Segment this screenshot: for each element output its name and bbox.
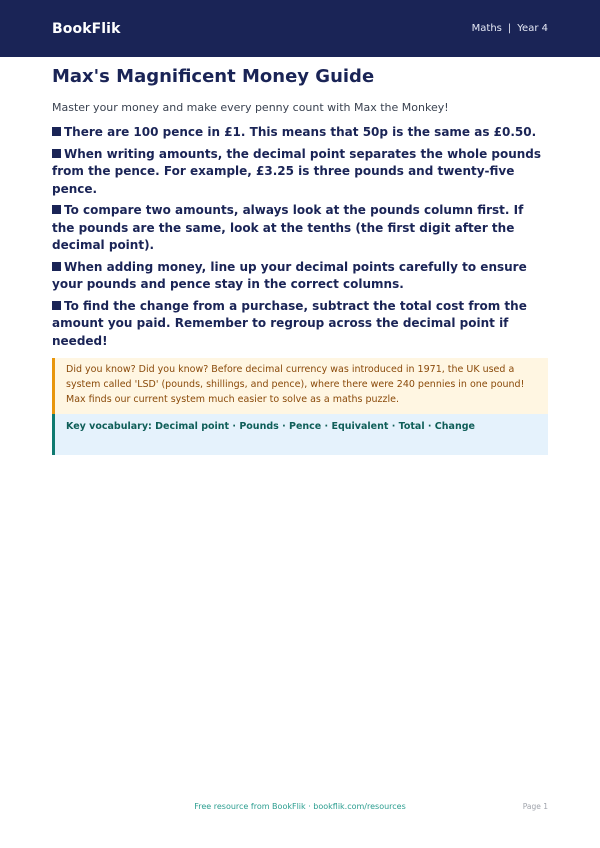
key-point [52, 202, 548, 255]
square-bullet-icon [52, 149, 61, 158]
main-content [52, 65, 548, 455]
key-point-text: To find the change from a purchase, subtract the total cost from the amount you paid. Remember to regroup across the decimal point if needed! [52, 298, 527, 348]
key-point-text: When adding money, line up your decimal points carefully to ensure your pounds and pence stay in the correct columns. [52, 259, 527, 291]
key-points-list [52, 124, 548, 350]
footer-resource-link[interactable]: Free resource from BookFlik · bookflik.com/resources [194, 802, 406, 811]
key-point [52, 298, 548, 351]
page-number: Page 1 [522, 802, 548, 811]
square-bullet-icon [52, 205, 61, 214]
square-bullet-icon [52, 127, 61, 136]
square-bullet-icon [52, 262, 61, 271]
meta-separator: | [507, 23, 512, 34]
subject-label: Maths [471, 23, 502, 34]
key-point [52, 259, 548, 294]
brand-logo[interactable]: BookFlik [52, 20, 121, 37]
key-vocabulary-box: Key vocabulary: Decimal point · Pounds · Pence · Equivalent · Total · Change [52, 414, 548, 455]
did-you-know-callout: Did you know? Did you know? Before decimal currency was introduced in 1971, the UK used a system called 'LSD' (pounds, shillings, and pence), where there were 240 pennies in one pound! Max finds our current system much easier to solve as a maths puzzle. [52, 358, 548, 414]
year-label: Year 4 [517, 23, 548, 34]
page-header [0, 0, 600, 57]
key-point-text: There are 100 pence in £1. This means that 50p is the same as £0.50. [64, 125, 537, 139]
key-point [52, 124, 548, 142]
square-bullet-icon [52, 301, 61, 310]
key-point-text: To compare two amounts, always look at the pounds column first. If the pounds are the same, look at the tenths (the first digit after the decimal point). [52, 203, 524, 252]
subject-year-meta [472, 23, 548, 34]
page-title: Max's Magnificent Money Guide [52, 66, 375, 87]
page-subtitle: Master your money and make every penny count with Max the Monkey! [52, 101, 449, 114]
key-point-text: When writing amounts, the decimal point separates the whole pounds from the pence. For example, £3.25 is three pounds and twenty-five pence. [52, 146, 542, 196]
key-point [52, 146, 548, 199]
